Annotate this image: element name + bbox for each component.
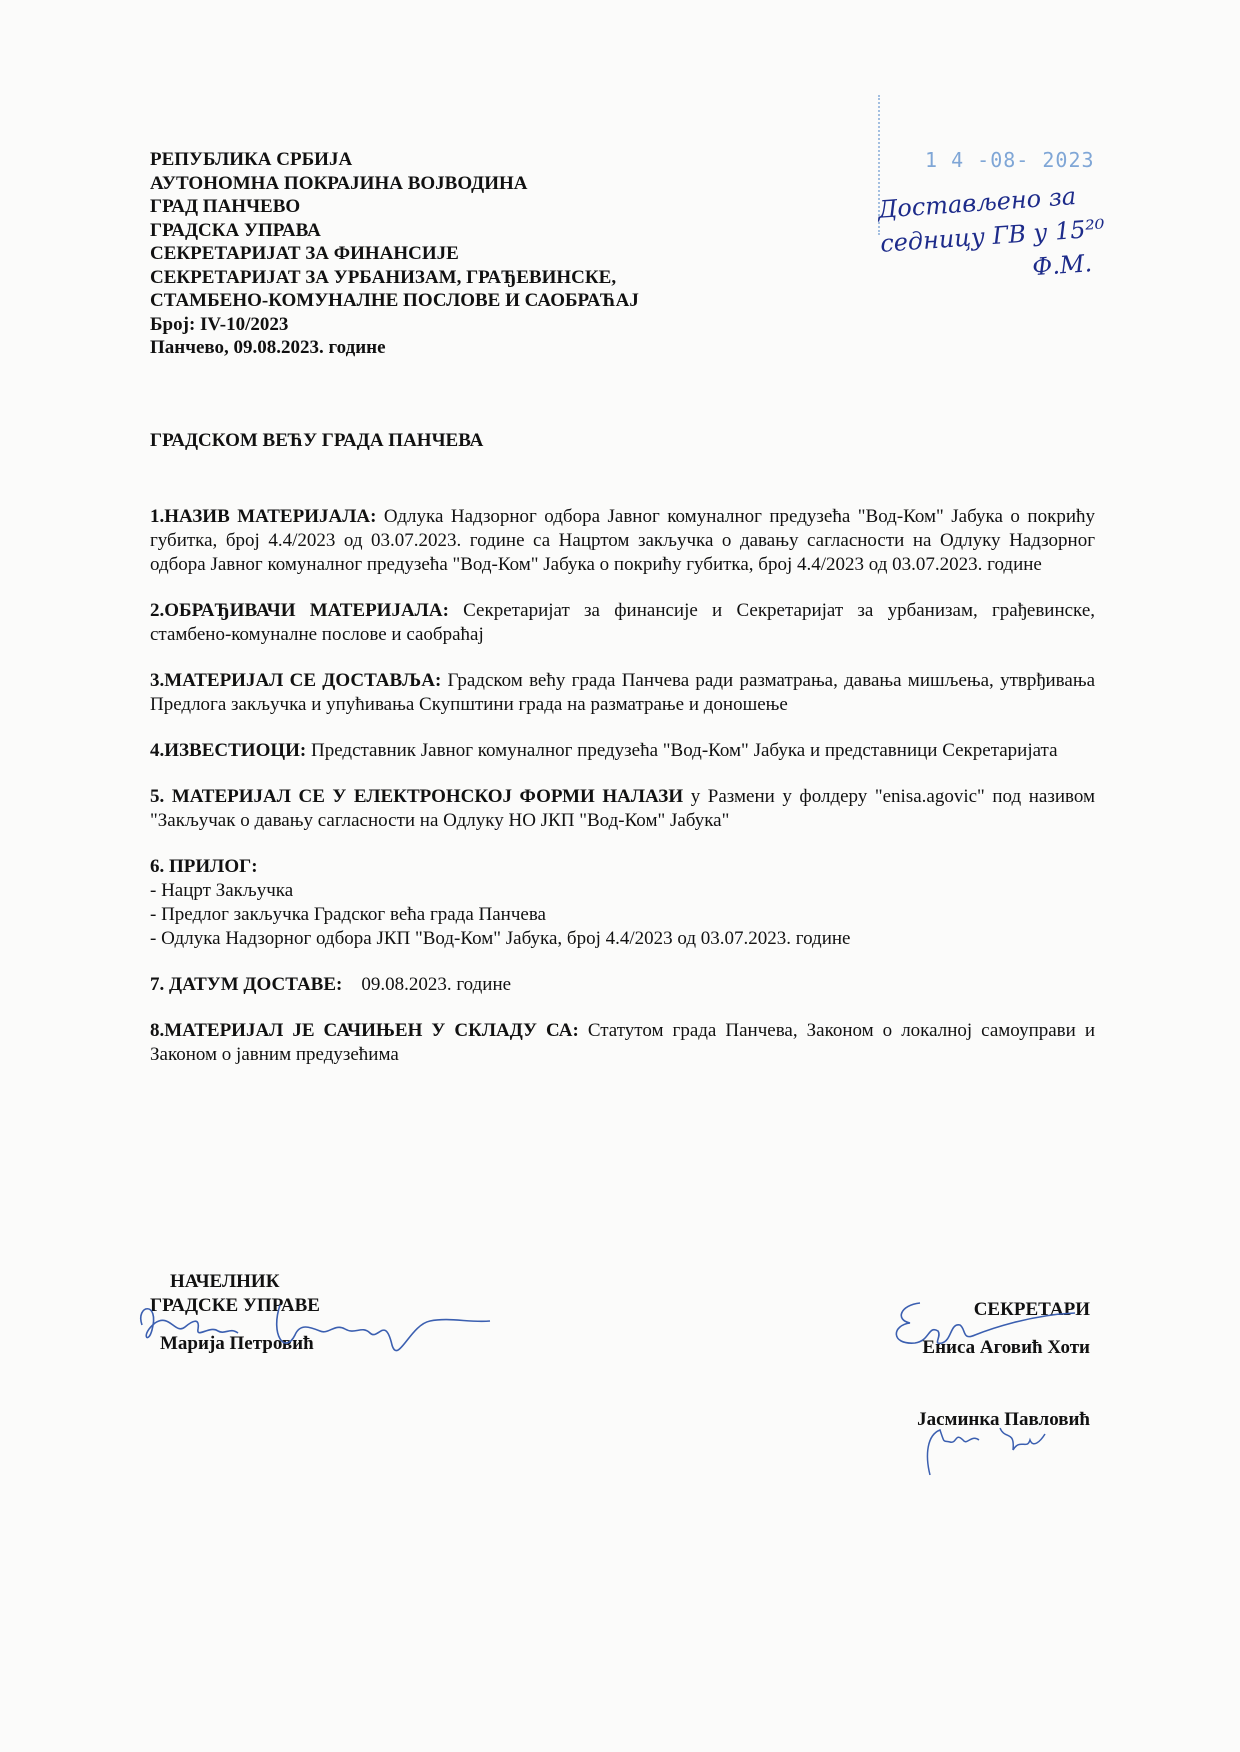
section-text: 09.08.2023. године [342, 974, 512, 995]
signatory-name: Марија Петровић [160, 1333, 314, 1354]
letterhead-line: СЕКРЕТАРИЈАТ ЗА ФИНАНСИЈЕ [150, 243, 459, 264]
section-delivered-to [150, 669, 1095, 717]
handwritten-signature-icon [880, 1295, 1080, 1355]
handwritten-note-line: Ф.М. [1031, 249, 1093, 282]
handwritten-note-line: седницу ГВ у 15²⁰ [879, 214, 1106, 258]
signature-title: НАЧЕЛНИК [170, 1271, 280, 1292]
attachment-item: - Одлука Надзорног одбора ЈКП "Вод-Ком" Јабука, број 4.4/2023 од 03.07.2023. године [150, 928, 851, 949]
section-material-name [150, 505, 1095, 577]
signatory-name: Ениса Аговић Хоти [922, 1337, 1090, 1358]
letterhead-line: ГРАДСКА УПРАВА [150, 219, 321, 241]
section-label: 1.НАЗИВ МАТЕРИЈАЛА: [150, 506, 377, 527]
section-delivery-date [150, 973, 1095, 997]
section-text: Секретаријат за финансије и Секретаријат за урбанизам, грађевинске, стамбено-комуналне послове и саобраћај [150, 600, 1095, 645]
document-body [150, 505, 1095, 1089]
received-date-stamp: 1 4 -08- 2023 [925, 148, 1095, 172]
section-electronic-form [150, 785, 1095, 833]
letterhead-line: СЕКРЕТАРИЈАТ ЗА УРБАНИЗАМ, ГРАЂЕВИНСКЕ, [150, 266, 617, 288]
attachment-item: - Предлог закључка Градског већа града Панчева [150, 904, 546, 925]
section-label: 5. МАТЕРИЈАЛ СЕ У ЕЛЕКТРОНСКОЈ ФОРМИ НАЛАЗИ [150, 786, 684, 807]
handwritten-signature-icon [130, 1295, 500, 1375]
section-label: 4.ИЗВЕСТИОЦИ: [150, 740, 307, 761]
section-label: 6. ПРИЛОГ: [150, 856, 258, 877]
section-legal-basis [150, 1019, 1095, 1067]
section-label: 3.МАТЕРИЈАЛ СЕ ДОСТАВЉА: [150, 670, 442, 691]
signatory-name: Јасминка Павловић [917, 1409, 1090, 1430]
letterhead-line: ГРАД ПАНЧЕВО [150, 196, 301, 217]
section-text: Одлука Надзорног одбора Јавног комуналног предузећа "Вод-Ком" Јабука о покрићу губитка, број 4.4/2023 од 03.07.2023. године са Нацртом закључка о давању сагласности на Одлуку Надзорног одбора Јавног комуналног предузећа "Вод-Ком" Јабука о покрићу губитка, број 4.4/2023 од 03.07.2023. године [150, 506, 1095, 575]
document-number: Број: IV-10/2023 [150, 313, 289, 335]
section-label: 2.ОБРАЂИВАЧИ МАТЕРИЈАЛА: [150, 600, 449, 621]
section-text: Статутом града Панчева, Законом о локалној самоуправи и Законом о јавним предузећима [150, 1020, 1095, 1065]
attachment-list [150, 879, 1095, 951]
attachment-item: - Нацрт Закључка [150, 880, 294, 901]
letterhead-line: РЕПУБЛИКА СРБИЈА [150, 149, 353, 170]
section-text: Градском већу града Панчева ради разматрања, давања мишљења, утврђивања Предлога закључка и упућивања Скупштини града на разматрање и доношење [150, 670, 1096, 715]
section-text: Представник Јавног комуналног предузећа "Вод-Ком" Јабука и представници Секретаријата [306, 740, 1058, 761]
letterhead-line: СТАМБЕНО-КОМУНАЛНЕ ПОСЛОВЕ И САОБРАЋАЈ [150, 290, 639, 311]
section-label: 8.МАТЕРИЈАЛ ЈЕ САЧИЊЕН У СКЛАДУ СА: [150, 1020, 579, 1041]
handwritten-signature-icon [905, 1420, 1055, 1480]
section-text: у Размени у фолдеру "enisa.agovic" под називом "Закључак о давању сагласности на Одлуку НО ЈКП "Вод-Ком" Јабука" [150, 786, 1095, 831]
section-attachments [150, 855, 1095, 951]
handwritten-note-line: Достављено за [876, 182, 1077, 224]
handwritten-note [877, 177, 1108, 294]
section-rapporteurs [150, 739, 1095, 763]
letterhead [150, 148, 639, 360]
addressee: ГРАДСКОМ ВЕЋУ ГРАДА ПАНЧЕВА [150, 430, 484, 451]
place-date: Панчево, 09.08.2023. године [150, 337, 386, 358]
signature-title: ГРАДСКЕ УПРАВЕ [150, 1295, 320, 1316]
section-label: 7. ДАТУМ ДОСТАВЕ: [150, 974, 343, 995]
signature-title: СЕКРЕТАРИ [973, 1299, 1090, 1320]
section-preparers [150, 599, 1095, 647]
letterhead-line: АУТОНОМНА ПОКРАЈИНА ВОЈВОДИНА [150, 172, 528, 194]
